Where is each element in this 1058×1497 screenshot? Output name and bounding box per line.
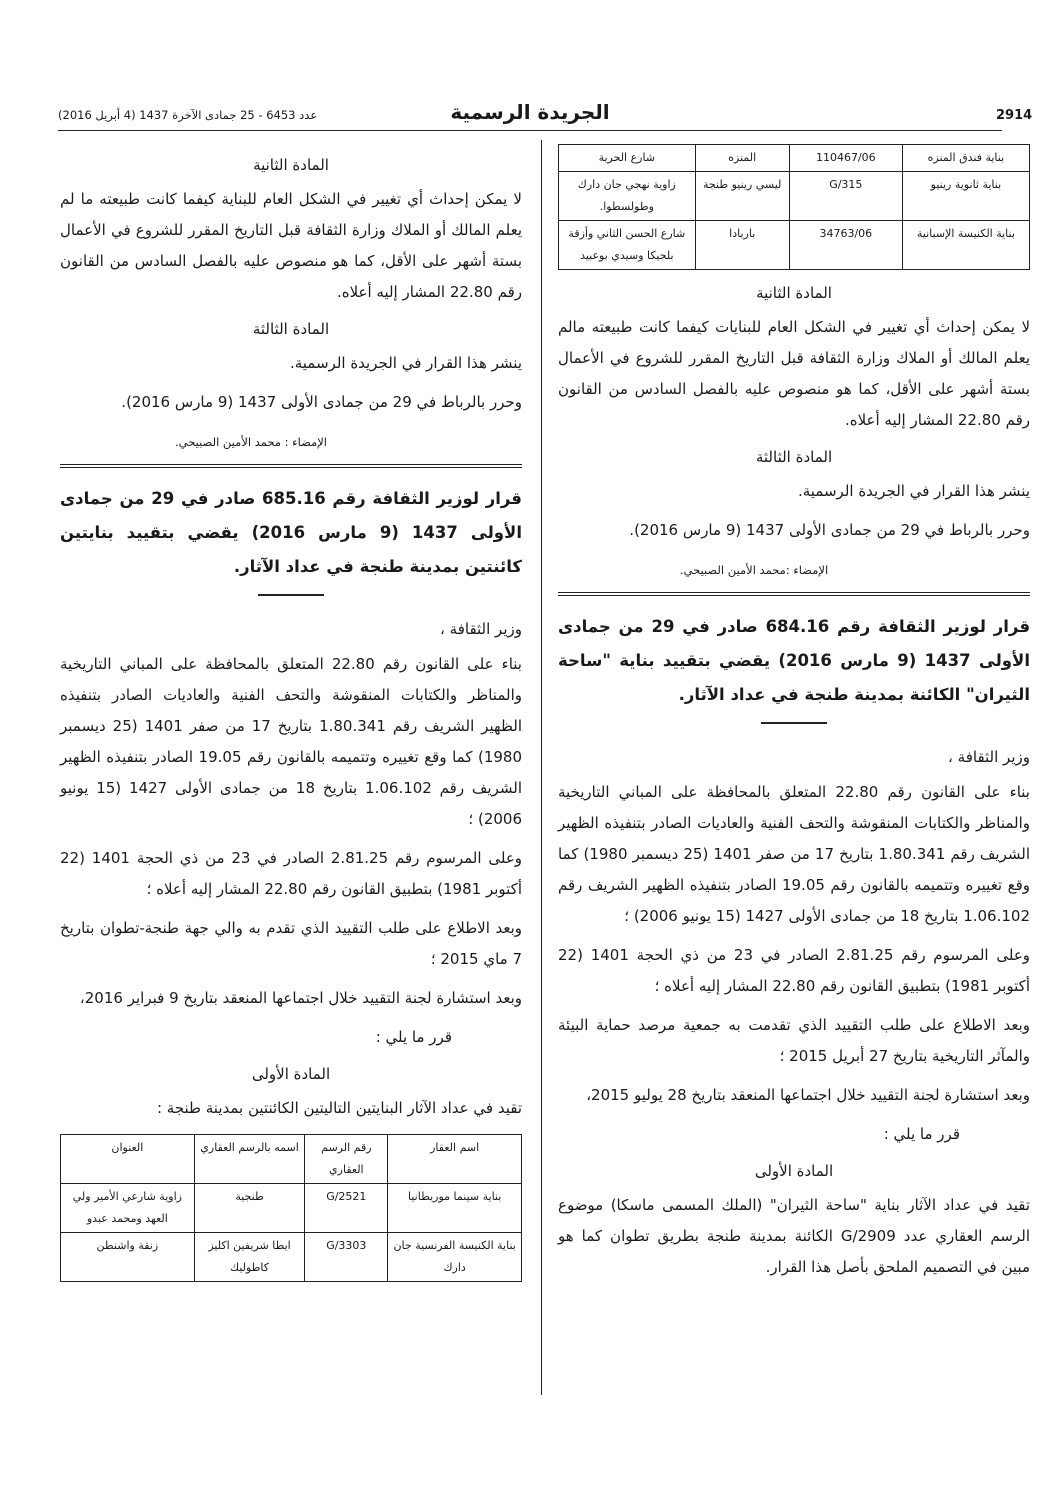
table-cell: G/315 (789, 172, 902, 221)
preamble-paragraph: وبعد الاطلاع على طلب التقييد الذي تقدم به والي جهة طنجة-تطوان بتاريخ 7 ماي 2015 ؛ (60, 919, 522, 968)
preamble-paragraph: وبعد استشارة لجنة التقييد خلال اجتماعها المنعقد بتاريخ 28 يوليو 2015، (586, 1086, 1030, 1104)
table-row (61, 1233, 522, 1282)
issue-info: عدد 6453 - 25 جمادى الآخرة 1437 (4 أبريل 2016) (58, 108, 318, 122)
table-cell: 110467/06 (789, 145, 902, 172)
table-cell: باربادا (695, 221, 789, 270)
table-cell: ايطا شريفين اكليز كاطوليك (194, 1233, 305, 1282)
preamble-paragraph: وعلى المرسوم رقم 2.81.25 الصادر في 23 من ذي الحجة 1401 (22 أكتوبر 1981) بتطبيق القانون رقم 22.80 المشار إليه أعلاه ؛ (558, 946, 1031, 995)
article-text: تقيد في عداد الآثار البنايتين التاليتين الكائنتين بمدينة طنجة : (156, 1099, 522, 1117)
article-text: ينشر هذا القرار في الجريدة الرسمية. (289, 354, 522, 372)
article-heading: المادة الأولى (251, 1065, 331, 1083)
page-number: 2914 (996, 108, 1033, 123)
article-text: تقيد في عداد الآثار بناية "ساحة الثيران" (الملك المسمى ماسكا) موضوع الرسم العقاري عدد G/2909 الكائنة بمدينة طنجة بطريق تطوان كما هو مبين في التصميم الملحق بأصل هذا القرار. (558, 1196, 1030, 1276)
preamble-paragraph: بناء على القانون رقم 22.80 المتعلق بالمحافظة على المباني التاريخية والمناظر والكتابات المنقوشة والتحف الفنية والعاديات الصادر بتنفيذه الظهير الشريف رقم 1.80.341 بتاريخ 17 من صفر 1401 (25 ديسمبر 1980) كما وقع تغييره وتتميمه بالقانون رقم 19.05 الصادر بتنفيذه الظهير الشريف رقم 1.06.102 بتاريخ 18 من جمادى الأولى 1427 (15 يونيو 2006) ؛ (558, 783, 1030, 925)
article-text: لا يمكن إحداث أي تغيير في الشكل العام للبنايات كيفما كانت طبيعته مالم يعلم المالك أو الملاك وزارة الثقافة قبل التاريخ المقرر للشروع في الأعمال بستة أشهر على الأقل، كما هو منصوص عليه بالفصل السادس من القانون رقم 22.80 المشار إليه أعلاه. (558, 318, 1030, 429)
done-at: وحرر بالرباط في 29 من جمادى الأولى 1437 (9 مارس 2016). (121, 393, 522, 411)
signature: الإمضاء : محمد الأمين الصبيحي. (175, 435, 327, 449)
buildings-table (60, 1134, 522, 1282)
decision-title: قرار لوزير الثقافة رقم 684.16 صادر في 29 من جمادى الأولى 1437 (9 مارس 2016) يقضي بتقييد بناية "ساحة الثيران" الكائنة بمدينة طنجة في عداد الآثار. (558, 617, 1031, 704)
table-cell: بناية الكنيسة الفرنسية جان دارك (388, 1233, 522, 1282)
article-heading: المادة الثالثة (755, 448, 833, 466)
table-cell: 34763/06 (789, 221, 902, 270)
column-header: العنوان (61, 1135, 195, 1184)
gazette-title: الجريدة الرسمية (450, 100, 610, 124)
column-header: اسمه بالرسم العقاري (194, 1135, 305, 1184)
table-row (559, 172, 1030, 221)
table-row (559, 221, 1030, 270)
table-cell: شارع الحرية (559, 145, 696, 172)
decides-line: قرر ما يلي : (883, 1125, 960, 1143)
page-header (58, 96, 1033, 136)
table-row (559, 145, 1030, 172)
preamble-paragraph: وبعد الاطلاع على طلب التقييد الذي تقدمت به جمعية مرصد حماية البيئة والمآثر التاريخية بتاريخ 27 أبريل 2015 ؛ (558, 1016, 1030, 1065)
table-cell: زاوية شارعي الأمير ولي العهد ومحمد عبدو (61, 1184, 195, 1233)
table-cell: ليسي رينيو طنجة (695, 172, 789, 221)
table-cell: شارع الحسن الثاني وأزقة بلجيكا وسيدي بوعبيد (559, 221, 696, 270)
table-cell: بناية ثانوية رينيو (902, 172, 1029, 221)
table-cell: بناية سينما موريطانيا (388, 1184, 522, 1233)
done-at: وحرر بالرباط في 29 من جمادى الأولى 1437 (9 مارس 2016). (629, 521, 1030, 539)
table-row (61, 1184, 522, 1233)
article-heading: المادة الأولى (754, 1162, 834, 1180)
header-rule (58, 130, 1002, 131)
article-text: لا يمكن إحداث أي تغيير في الشكل العام للبناية كيفما كانت طبيعته ما لم يعلم المالك أو الملاك وزارة الثقافة قبل التاريخ المقرر للشروع في الأعمال بستة أشهر على الأقل، كما هو منصوص عليه بالفصل السادس من القانون رقم 22.80 المشار إليه أعلاه. (60, 190, 522, 301)
table-header-row (61, 1135, 522, 1184)
column-header: اسم العقار (388, 1135, 522, 1184)
column-header: رقم الرسم العقاري (305, 1135, 388, 1184)
decides-line: قرر ما يلي : (375, 1028, 452, 1046)
article-heading: المادة الثالثة (252, 320, 330, 338)
title-rule (761, 722, 827, 724)
table-cell: المنزه (695, 145, 789, 172)
column-divider (541, 140, 542, 1395)
table-cell: بناية فندق المنزه (902, 145, 1029, 172)
section-separator (558, 592, 1030, 596)
right-column (558, 144, 1030, 1283)
signature: الإمضاء :محمد الأمين الصبيحي. (679, 563, 829, 577)
table-cell: زنقة واشنطن (61, 1233, 195, 1282)
table-cell: G/2521 (305, 1184, 388, 1233)
table-cell: زاوية نهجي جان دارك وطولسطوا. (559, 172, 696, 221)
preamble-paragraph: بناء على القانون رقم 22.80 المتعلق بالمحافظة على المباني التاريخية والمناظر والكتابات المنقوشة والتحف الفنية والعاديات الصادر بتنفيذه الظهير الشريف رقم 1.80.341 بتاريخ 17 من صفر 1401 (25 ديسمبر 1980) كما وقع تغييره وتتميمه بالقانون رقم 19.05 الصادر بتنفيذه الظهير الشريف رقم 1.06.102 بتاريخ 18 من جمادى الأولى 1427 (15 يونيو 2006) ؛ (60, 655, 522, 828)
preamble-paragraph: وعلى المرسوم رقم 2.81.25 الصادر في 23 من ذي الحجة 1401 (22 أكتوبر 1981) بتطبيق القانون رقم 22.80 المشار إليه أعلاه ؛ (60, 849, 523, 898)
table-cell: بناية الكنيسة الإسبانية (902, 221, 1029, 270)
table-cell: طنجية (194, 1184, 305, 1233)
minister-line: وزير الثقافة ، (440, 620, 522, 638)
buildings-table-continued (558, 144, 1030, 270)
article-text: ينشر هذا القرار في الجريدة الرسمية. (797, 482, 1030, 500)
article-heading: المادة الثانية (756, 284, 832, 302)
article-heading: المادة الثانية (253, 156, 329, 174)
preamble-paragraph: وبعد استشارة لجنة التقييد خلال اجتماعها المنعقد بتاريخ 9 فبراير 2016، (79, 989, 522, 1007)
left-column (60, 144, 522, 1282)
table-cell: G/3303 (305, 1233, 388, 1282)
decision-title: قرار لوزير الثقافة رقم 685.16 صادر في 29 من جمادى الأولى 1437 (9 مارس 2016) يقضي بتقييد بنايتين كائنتين بمدينة طنجة في عداد الآثار. (60, 489, 522, 576)
title-rule (258, 594, 324, 596)
section-separator (60, 464, 522, 468)
minister-line: وزير الثقافة ، (948, 748, 1030, 766)
